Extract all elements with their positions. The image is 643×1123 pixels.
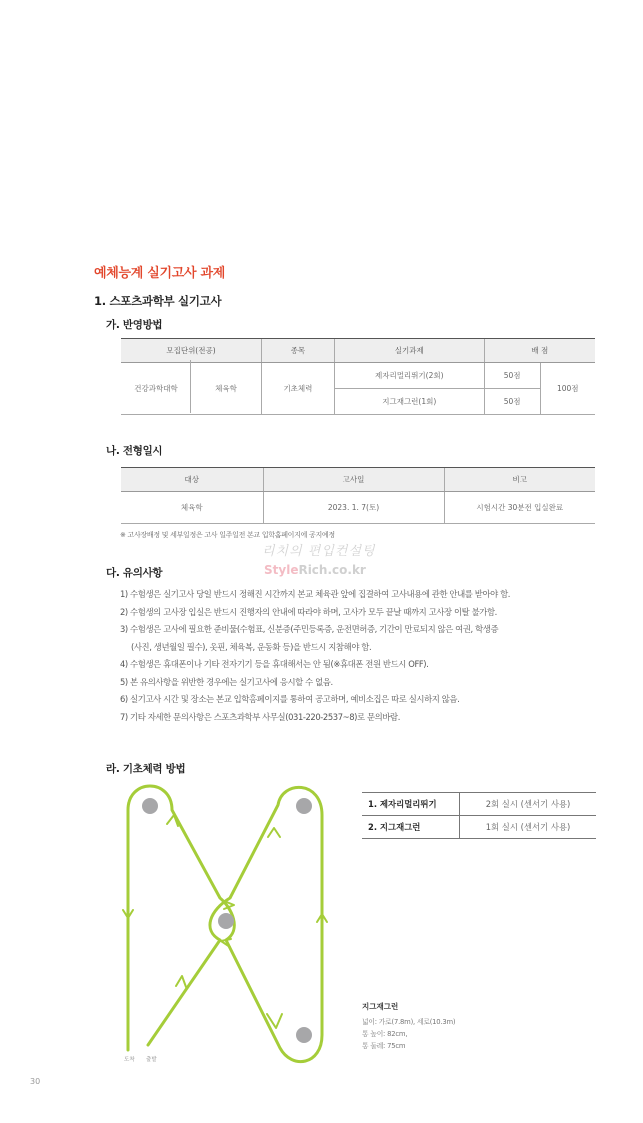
zigzag-spec-height: 통 높이: 82cm, bbox=[362, 1030, 408, 1038]
target-cell: 체육학 bbox=[121, 492, 263, 524]
precaution-item: 7) 기타 자세한 문의사항은 스포츠과학부 사무실(031-220-2537~8)로 문의바람. bbox=[120, 711, 401, 722]
cone-top-right bbox=[296, 798, 312, 814]
watermark-style: Style bbox=[264, 563, 299, 577]
task-long-jump: 제자리멀리뛰기(2회) bbox=[334, 363, 484, 389]
header-score: 배 점 bbox=[484, 339, 595, 363]
subheading-reflection-method: 가. 반영방법 bbox=[106, 319, 163, 331]
college-name: 건강과학대학 bbox=[134, 384, 178, 393]
watermark-suffix: .co.kr bbox=[327, 563, 366, 577]
precaution-item: 4) 수험생은 휴대폰이나 기타 전자기기 등을 휴대해서는 안 됨(※휴대폰 전원 반드시 OFF). bbox=[120, 659, 429, 669]
header-event: 종목 bbox=[262, 339, 335, 363]
subheading-exam-schedule: 나. 전형일시 bbox=[106, 445, 163, 457]
subheading-precautions: 다. 유의사항 bbox=[106, 567, 163, 579]
cone-center bbox=[218, 913, 234, 929]
arrow-up-left-diag bbox=[176, 976, 186, 987]
score-long-jump: 50점 bbox=[484, 363, 540, 389]
precaution-item: 3) 수험생은 고사에 필요한 준비물(수험표, 신분증(주민등록증, 운전면허증, 기간이 만료되지 않은 여권, 학생증 bbox=[120, 624, 499, 634]
unit-divider bbox=[190, 360, 191, 413]
summary-name: 2. 지그재그런 bbox=[362, 816, 460, 839]
cone-top-left bbox=[142, 798, 158, 814]
schedule-note: ※ 고사장배정 및 세부일정은 고사 일주일전 본교 입학홈페이지에 공지예정 bbox=[120, 531, 335, 539]
schedule-table bbox=[121, 467, 595, 524]
summary-value: 2회 실시 (센서기 사용) bbox=[460, 793, 597, 816]
zigzag-title: 지그재그런 bbox=[362, 1002, 399, 1011]
exam-date-cell: 2023. 1. 7(토) bbox=[263, 492, 444, 524]
unit-cell bbox=[121, 363, 262, 415]
start-label: 출발 bbox=[146, 1057, 157, 1063]
zigzag-run-diagram bbox=[110, 780, 340, 1070]
header-unit: 모집단위(전공) bbox=[121, 339, 262, 363]
zigzag-spec-area: 넓이: 가로(7.8m), 세로(10.3m) bbox=[362, 1018, 456, 1026]
heading-sports-science: 1. 스포츠과학부 실기고사 bbox=[94, 294, 222, 308]
precaution-item: 5) 본 유의사항을 위반한 경우에는 실기고사에 응시할 수 없음. bbox=[120, 676, 333, 687]
summary-name: 1. 제자리멀리뛰기 bbox=[362, 793, 460, 816]
watermark-rich: Rich bbox=[298, 563, 328, 577]
subheading-fitness-method: 라. 기초체력 방법 bbox=[106, 763, 186, 775]
header-remark: 비고 bbox=[444, 468, 595, 492]
precaution-item: 2) 수험생의 고사장 입실은 반드시 진행자의 안내에 따라야 하며, 고사가 모두 끝날 때까지 고사장 이탈 불가함. bbox=[120, 606, 497, 617]
event-cell: 기초체력 bbox=[262, 363, 335, 415]
precaution-item: 6) 실기고사 시간 및 장소는 본교 입학홈페이지를 통하여 공고하며, 예비소집은 따로 실시하지 않음. bbox=[120, 694, 460, 704]
arrow-upper-right bbox=[268, 828, 280, 837]
major-name: 체육학 bbox=[215, 384, 237, 393]
section-title: 예체능계 실기고사 과제 bbox=[94, 266, 226, 281]
finish-label: 도착 bbox=[124, 1057, 135, 1063]
fitness-summary-table bbox=[362, 792, 596, 839]
header-task: 실기과제 bbox=[334, 339, 484, 363]
summary-value: 1회 실시 (센서기 사용) bbox=[460, 816, 597, 839]
remark-cell: 시험시간 30분전 입실완료 bbox=[444, 492, 595, 524]
page-number: 30 bbox=[30, 1077, 41, 1086]
task-zigzag-run: 지그재그런(1회) bbox=[334, 389, 484, 415]
precaution-item: 1) 수험생은 실기고사 당일 반드시 정해진 시간까지 본교 체육관 앞에 집결하여 고사내용에 관한 안내를 받아야 함. bbox=[120, 589, 511, 599]
header-exam-date: 고사일 bbox=[263, 468, 444, 492]
header-target: 대상 bbox=[121, 468, 263, 492]
precautions-list bbox=[120, 586, 610, 726]
watermark-text: 리치의 편입컨설팅 bbox=[262, 544, 376, 559]
cone-bottom-right bbox=[296, 1027, 312, 1043]
watermark-domain bbox=[264, 563, 366, 577]
reflection-table bbox=[121, 338, 595, 415]
zigzag-spec-circumference: 통 둘레: 75cm bbox=[362, 1042, 406, 1050]
score-total: 100점 bbox=[540, 363, 595, 415]
score-zigzag-run: 50점 bbox=[484, 389, 540, 415]
precaution-item-continued: (사진, 생년월일 필수), 옷핀, 체육복, 운동화 등)을 반드시 지참해야 함. bbox=[131, 641, 372, 652]
